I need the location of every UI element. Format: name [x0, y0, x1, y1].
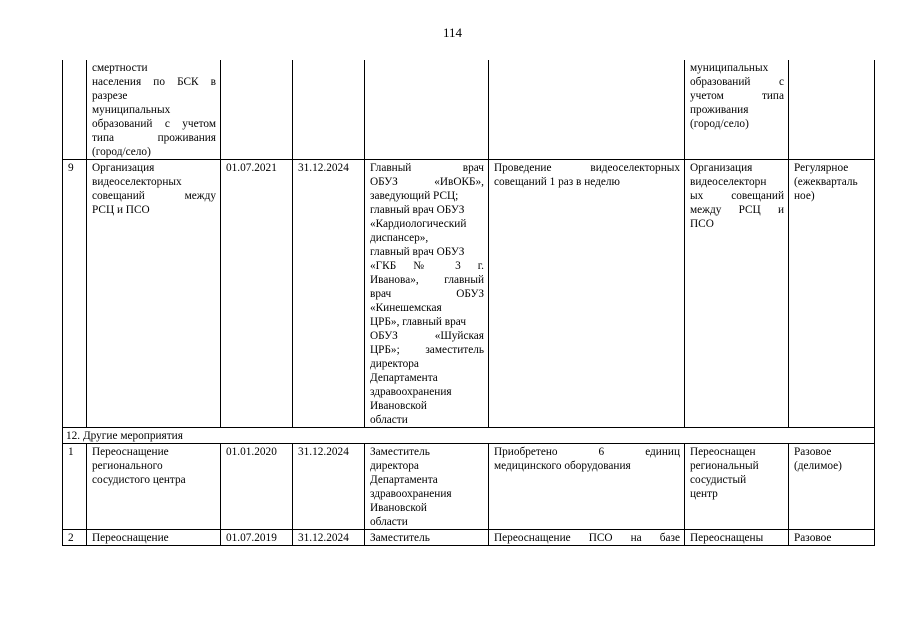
section-row — [63, 428, 875, 444]
cell-indicator — [489, 60, 685, 160]
text-line: типа проживания — [92, 132, 216, 144]
table-row-continued — [63, 60, 875, 160]
text-line: Разовое — [794, 446, 832, 458]
text-line: сосудистого центра — [92, 474, 186, 486]
text-line: области — [370, 414, 408, 426]
text-line: образований с учетом — [92, 118, 216, 130]
text-line: центр — [690, 488, 718, 500]
table-row-9 — [63, 160, 875, 428]
text-line: муниципальных — [690, 62, 769, 74]
cell-result — [685, 60, 789, 160]
text-line: ОБУЗ «Шуйская — [370, 330, 484, 342]
text-line: Иванова», главный — [370, 274, 484, 286]
text-line: здравоохранения — [370, 488, 452, 500]
text-line: регионального — [92, 460, 163, 472]
cell-type — [789, 160, 875, 428]
text-line: Переоснащены — [690, 532, 764, 544]
text-line: Переоснащение — [92, 532, 169, 544]
text-line: ЦРБ»; заместитель — [370, 344, 484, 356]
text-line: учетом типа — [690, 90, 784, 102]
text-line: видеоселекторных — [92, 176, 182, 188]
cell-name — [87, 530, 221, 546]
text-line: Департамента — [370, 474, 438, 486]
text-line: ПСО — [690, 218, 714, 230]
cell-end: 31.12.2024 — [293, 160, 365, 428]
section-title: 12. Другие мероприятия — [63, 428, 875, 444]
cell-name — [87, 160, 221, 428]
text-line: ное) — [794, 190, 815, 202]
cell-start: 01.07.2021 — [221, 160, 293, 428]
text-line: образований с — [690, 76, 784, 88]
text-line: (город/село) — [92, 146, 151, 158]
cell-num — [63, 60, 87, 160]
text-line: совещаний 1 раз в неделю — [494, 176, 620, 188]
cell-start — [221, 60, 293, 160]
text-line: Проведение видеоселекторных — [494, 162, 680, 174]
cell-responsible — [365, 60, 489, 160]
cell-responsible — [365, 160, 489, 428]
text-line: муниципальных — [92, 104, 171, 116]
cell-num: 9 — [63, 160, 87, 428]
cell-start: 01.07.2019 — [221, 530, 293, 546]
cell-num: 1 — [63, 444, 87, 530]
text-line: Переоснащен — [690, 446, 756, 458]
text-line: здравоохранения — [370, 386, 452, 398]
text-line: ОБУЗ «ИвОКБ», — [370, 176, 484, 188]
text-line: заведующий РСЦ; — [370, 190, 459, 202]
text-line: Организация — [690, 162, 753, 174]
page-number: 114 — [442, 25, 463, 40]
text-line: врач ОБУЗ — [370, 288, 484, 300]
text-line: (город/село) — [690, 118, 749, 130]
text-line: Организация — [92, 162, 155, 174]
text-line: директора — [370, 358, 419, 370]
text-line: Переоснащение — [92, 446, 169, 458]
measures-table — [62, 60, 875, 546]
text-line: (ежекварталь — [794, 176, 858, 188]
text-line: Ивановской — [370, 502, 427, 514]
text-line: проживания — [690, 104, 749, 116]
text-line: Регулярное — [794, 162, 849, 174]
cell-num: 2 — [63, 530, 87, 546]
cell-result — [685, 444, 789, 530]
cell-end: 31.12.2024 — [293, 530, 365, 546]
cell-end: 31.12.2024 — [293, 444, 365, 530]
text-line: главный врач ОБУЗ — [370, 204, 465, 216]
text-line: смертности — [92, 62, 148, 74]
text-line: разрезе — [92, 90, 128, 102]
text-line: «Кинешемская — [370, 302, 442, 314]
text-line: Разовое — [794, 532, 832, 544]
text-line: Заместитель — [370, 532, 430, 544]
text-line: региональный — [690, 460, 759, 472]
text-line: видеоселекторн — [690, 176, 767, 188]
cell-type — [789, 444, 875, 530]
cell-end — [293, 60, 365, 160]
text-line: Приобретено 6 единиц — [494, 446, 680, 458]
text-line: Главный врач — [370, 162, 484, 174]
cell-indicator — [489, 444, 685, 530]
text-line: Заместитель — [370, 446, 430, 458]
cell-result — [685, 160, 789, 428]
cell-indicator — [489, 530, 685, 546]
cell-type — [789, 530, 875, 546]
cell-indicator — [489, 160, 685, 428]
text-line: медицинского оборудования — [494, 460, 631, 472]
text-line: совещаний между — [92, 190, 216, 202]
text-line: директора — [370, 460, 419, 472]
text-line: РСЦ и ПСО — [92, 204, 150, 216]
text-line: «ГКБ № 3 г. — [370, 260, 484, 272]
cell-responsible — [365, 444, 489, 530]
cell-name — [87, 444, 221, 530]
cell-result — [685, 530, 789, 546]
text-line: области — [370, 516, 408, 528]
text-line: Ивановской — [370, 400, 427, 412]
table-row-1 — [63, 444, 875, 530]
text-line: Переоснащение ПСО на базе — [494, 532, 680, 544]
text-line: «Кардиологический — [370, 218, 467, 230]
text-line: Департамента — [370, 372, 438, 384]
text-line: населения по БСК в — [92, 76, 216, 88]
text-line: ых совещаний — [690, 190, 784, 202]
cell-type — [789, 60, 875, 160]
text-line: (делимое) — [794, 460, 842, 472]
cell-responsible — [365, 530, 489, 546]
text-line: главный врач ОБУЗ — [370, 246, 465, 258]
text-line: сосудистый — [690, 474, 747, 486]
text-line: диспансер», — [370, 232, 429, 244]
table-row-2 — [63, 530, 875, 546]
text-line: ЦРБ», главный врач — [370, 316, 467, 328]
text-line: между РСЦ и — [690, 204, 784, 216]
cell-name — [87, 60, 221, 160]
cell-start: 01.01.2020 — [221, 444, 293, 530]
